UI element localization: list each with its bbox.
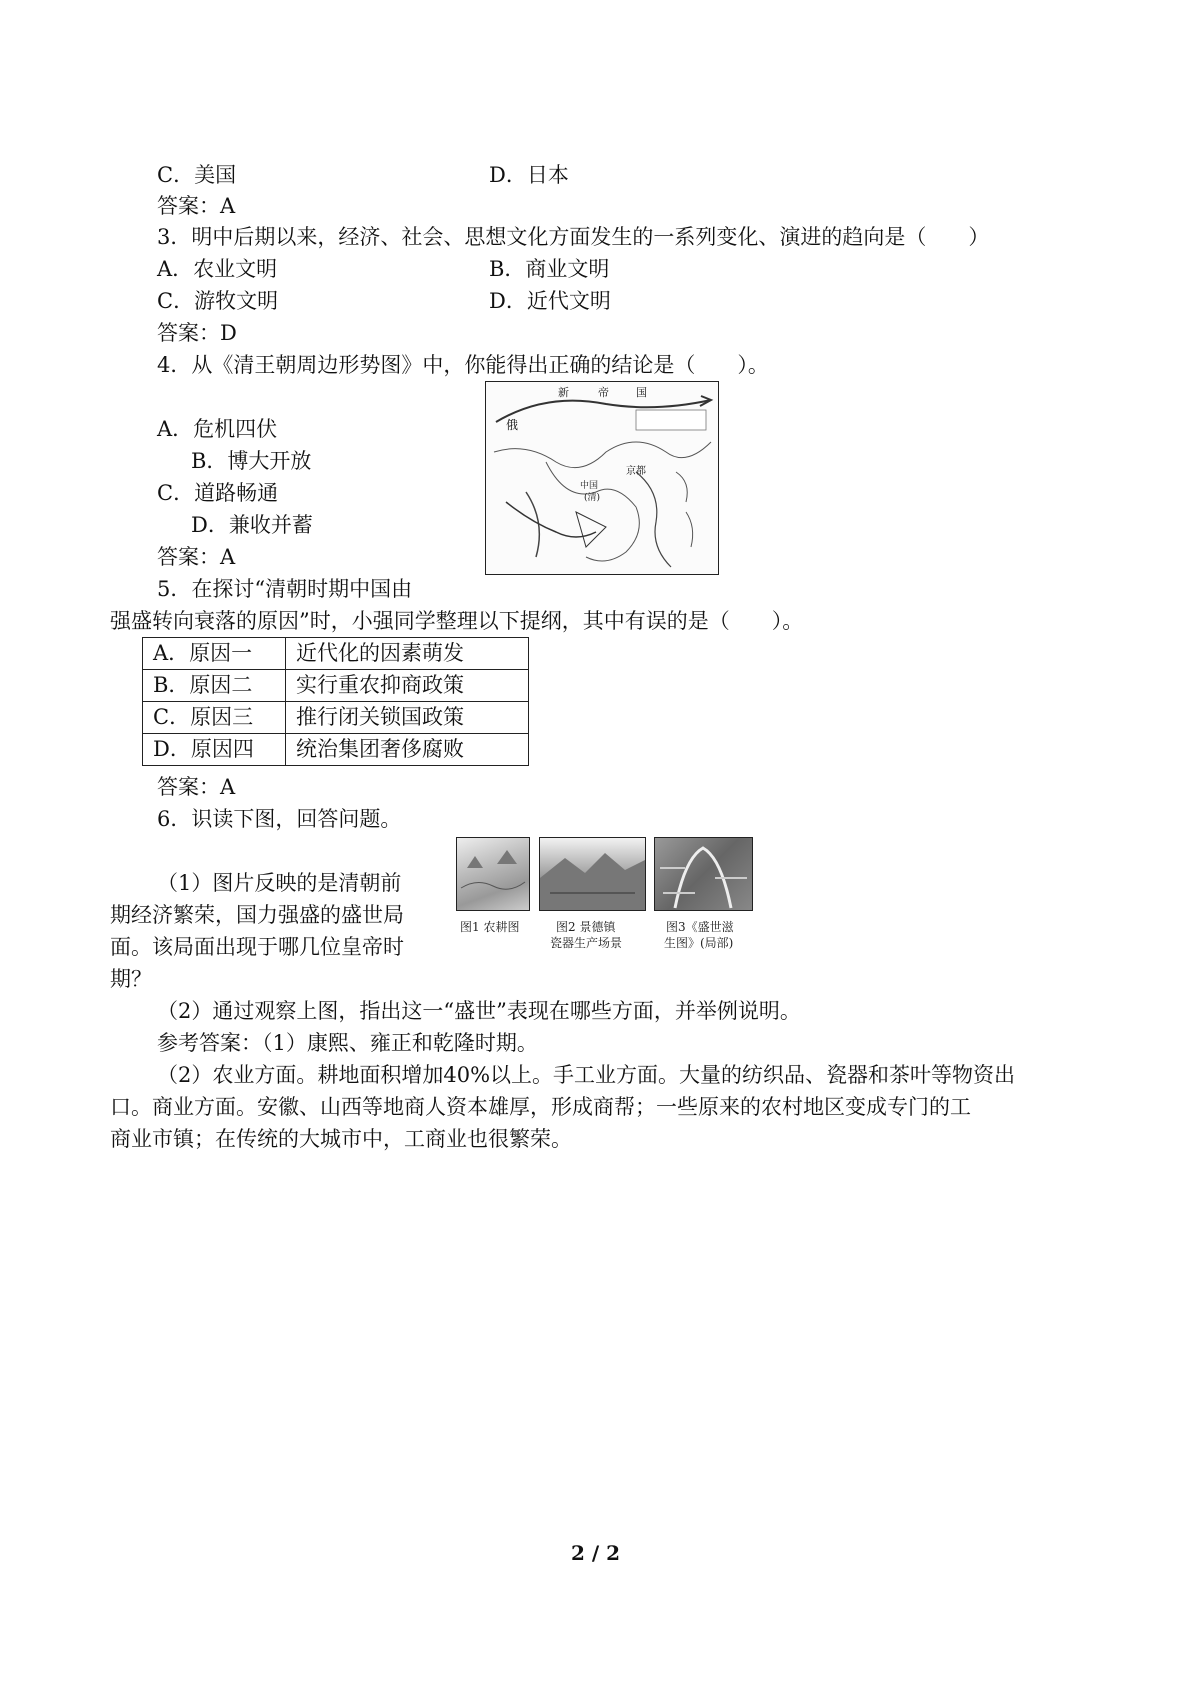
- q5-stem-line-2: 强盛转向衰落的原因”时，小强同学整理以下提纲，其中有误的是（ ）。: [110, 609, 804, 633]
- q3-option-d: D．近代文明: [489, 289, 611, 313]
- q2-answer: 答案：A: [157, 194, 236, 218]
- q6-sub1-line-3: 面。该局面出现于哪几位皇帝时: [110, 935, 404, 959]
- table-row: [143, 638, 529, 670]
- prosperity-scroll-picture: [654, 837, 753, 911]
- reasons-table: [142, 637, 529, 766]
- map-label-right-1: 京都: [626, 466, 646, 477]
- porcelain-production-picture: [539, 837, 646, 911]
- table-row: [143, 670, 529, 702]
- q6-reference-answer: 参考答案：（1）康熙、雍正和乾隆时期。: [157, 1031, 538, 1055]
- map-label-top-3: 国: [636, 386, 647, 399]
- q3-option-b: B．商业文明: [489, 257, 610, 281]
- q3-option-a: A．农业文明: [157, 257, 278, 281]
- q4-option-a: A．危机四伏: [157, 417, 278, 441]
- fig2-caption-line-2: 瓷器生产场景: [550, 936, 623, 950]
- table-row: [143, 702, 529, 734]
- q5-answer: 答案：A: [157, 775, 236, 799]
- q5-stem-line-1: 5．在探讨“清朝时期中国由: [157, 577, 413, 601]
- q3-answer: 答案：D: [157, 321, 237, 345]
- q6-answer2-line-1: （2）农业方面。耕地面积增加40%以上。手工业方面。大量的纺织品、瓷器和茶叶等物资出: [157, 1063, 1016, 1087]
- q6-answer2-line-3: 商业市镇；在传统的大城市中，工商业也很繁荣。: [110, 1127, 572, 1151]
- reason-label: C．原因三: [143, 702, 286, 734]
- map-label-top-1: 新: [558, 386, 569, 399]
- table-row: [143, 734, 529, 766]
- map-label-left-1: 俄: [506, 418, 519, 432]
- q4-option-b: B．博大开放: [191, 449, 312, 473]
- fig3-caption-line-2: 生图》(局部): [664, 936, 734, 950]
- fig1-caption: 图1 农耕图: [460, 920, 520, 934]
- farming-picture: [456, 837, 530, 911]
- map-label-center-1: 中国: [580, 481, 599, 491]
- fig3-caption-line-1: 图3《盛世滋: [666, 920, 734, 934]
- q2-option-d: D．日本: [489, 163, 569, 187]
- reason-label: A．原因一: [143, 638, 286, 670]
- q6-sub1-line-1: （1）图片反映的是清朝前: [157, 871, 402, 895]
- q3-stem: 3．明中后期以来，经济、社会、思想文化方面发生的一系列变化、演进的趋向是（ ）: [157, 225, 990, 249]
- q6-sub1-line-4: 期？: [110, 967, 152, 991]
- q6-sub2: （2）通过观察上图，指出这一“盛世”表现在哪些方面，并举例说明。: [157, 999, 801, 1023]
- fig2-caption-line-1: 图2 景德镇: [556, 920, 616, 934]
- reason-content: 实行重农抑商政策: [286, 670, 529, 702]
- reason-content: 近代化的因素萌发: [286, 638, 529, 670]
- q3-option-c: C．游牧文明: [157, 289, 279, 313]
- q2-option-c: C．美国: [157, 163, 237, 187]
- reason-label: B．原因二: [143, 670, 286, 702]
- q4-option-c: C．道路畅通: [157, 481, 279, 505]
- reason-content: 推行闭关锁国政策: [286, 702, 529, 734]
- page-number: 2 / 2: [570, 1541, 621, 1565]
- map-label-center-2: (清): [584, 493, 601, 503]
- reason-content: 统治集团奢侈腐败: [286, 734, 529, 766]
- map-label-top-2: 帝: [598, 386, 609, 399]
- q6-answer2-line-2: 口。商业方面。安徽、山西等地商人资本雄厚，形成商帮；一些原来的农村地区变成专门的工: [110, 1095, 971, 1119]
- q6-sub1-line-2: 期经济繁荣，国力强盛的盛世局: [110, 903, 404, 927]
- reason-label: D．原因四: [143, 734, 286, 766]
- q4-option-d: D．兼收并蓄: [191, 513, 313, 537]
- q6-stem: 6．识读下图，回答问题。: [157, 807, 402, 831]
- qing-periphery-map: [485, 381, 719, 575]
- q4-stem: 4．从《清王朝周边形势图》中，你能得出正确的结论是（ ）。: [157, 353, 769, 377]
- q4-answer: 答案：A: [157, 545, 236, 569]
